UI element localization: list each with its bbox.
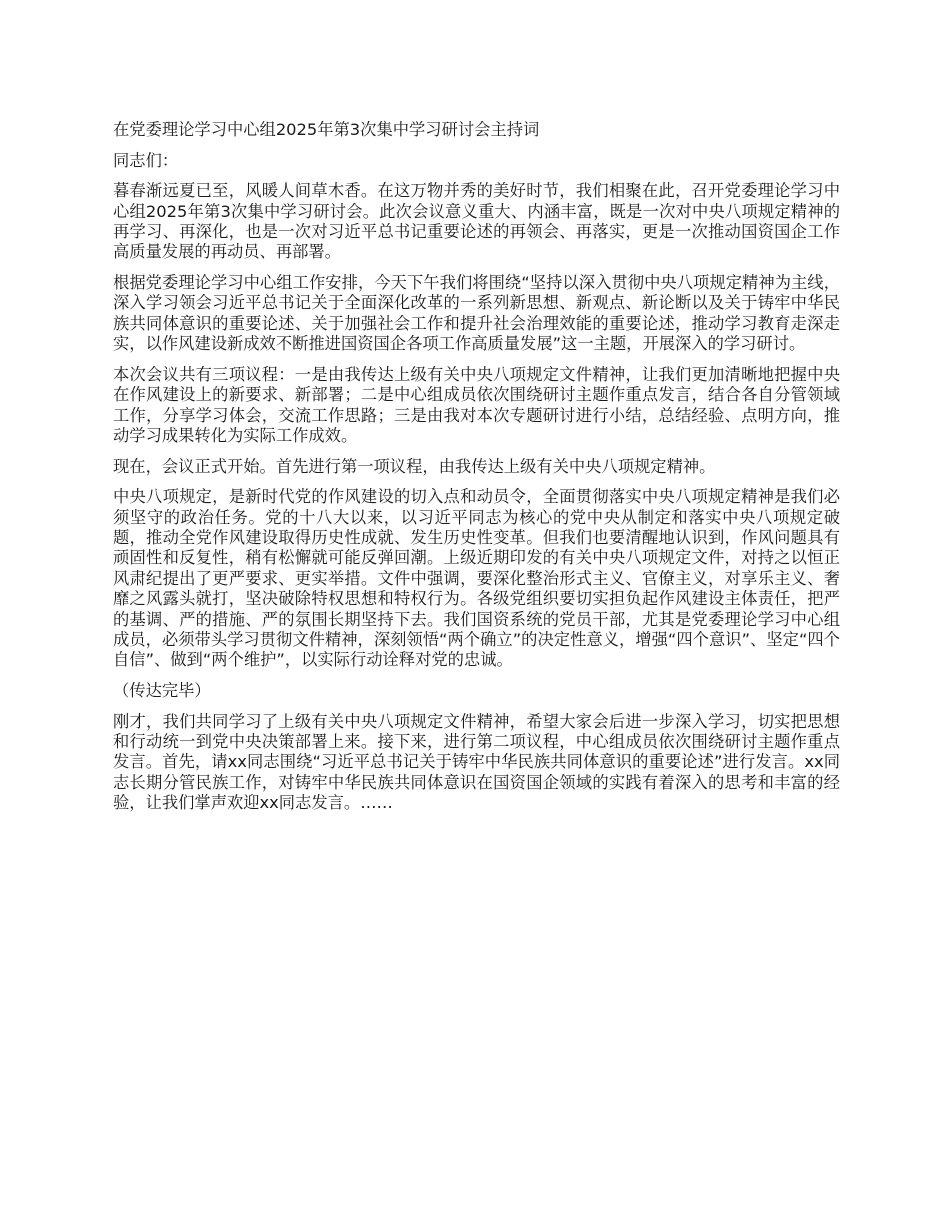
paragraph-theme: 根据党委理论学习中心组工作安排，今天下午我们将围绕“坚持以深入贯彻中央八项规定精神为主线，深入学习领会习近平总书记关于全面深化改革的一系列新思想、新观点、新论断以及关于铸牢中华民族共同体意识的重要论述、关于加强社会工作和提升社会治理效能的重要论述，推动学习教育走深走实，以作风建设新成效不断推进国资国企各项工作高质量发展”这一主题，开展深入的学习研讨。 <box>113 273 840 354</box>
paragraph-second-agenda: 刚才，我们共同学习了上级有关中央八项规定文件精神，希望大家会后进一步深入学习，切实把思想和行动统一到党中央决策部署上来。接下来，进行第二项议程，中心组成员依次围绕研讨主题作重点发言。首先，请xx同志围绕“习近平总书记关于铸牢中华民族共同体意识的重要论述”进行发言。xx同志长期分管民族工作，对铸牢中华民族共同体意识在国资国企领域的实践有着深入的思考和丰富的经验，让我们掌声欢迎xx同志发言。…… <box>113 711 840 813</box>
salutation: 同志们： <box>113 150 179 170</box>
paragraph-eight-rules: 中央八项规定，是新时代党的作风建设的切入点和动员令，全面贯彻落实中央八项规定精神是我们必须坚守的政治任务。党的十八大以来，以习近平同志为核心的党中央从制定和落实中央八项规定破题，推动全党作风建设取得历史性成就、发生历史性变革。但我们也要清醒地认识到，作风问题具有顽固性和反复性，稍有松懈就可能反弹回潮。上级近期印发的有关中央八项规定文件，对持之以恒正风肃纪提出了更严要求、更实举措。文件中强调，要深化整治形式主义、官僚主义，对享乐主义、奢靡之风露头就打，坚决破除特权思想和特权行为。各级党组织要切实担负起作风建设主体责任，把严的基调、严的措施、严的氛围长期坚持下去。我们国资系统的党员干部，尤其是党委理论学习中心组成员，必须带头学习贯彻文件精神，深刻领悟“两个确立”的决定性意义，增强“四个意识”、坚定“四个自信”、做到“两个维护”，以实际行动诠释对党的忠诚。 <box>113 487 840 670</box>
paragraph-start: 现在，会议正式开始。首先进行第一项议程，由我传达上级有关中央八项规定精神。 <box>113 456 716 476</box>
paragraph-agenda: 本次会议共有三项议程：一是由我传达上级有关中央八项规定文件精神，让我们更加清晰地把握中央在作风建设上的新要求、新部署；二是中心组成员依次围绕研讨主题作重点发言，结合各自分管领域工作，分享学习体会，交流工作思路；三是由我对本次专题研讨进行小结，总结经验、点明方向，推动学习成果转化为实际工作成效。 <box>113 364 840 446</box>
document-page <box>113 120 840 824</box>
paragraph-note: （传达完毕） <box>113 681 211 701</box>
paragraph-opening: 暮春渐远夏已至，风暖人间草木香。在这万物并秀的美好时节，我们相聚在此，召开党委理论学习中心组2025年第3次集中学习研讨会。此次会议意义重大、内涵丰富，既是一次对中央八项规定精神的再学习、再深化，也是一次对习近平总书记重要论述的再领会、再落实，更是一次推动国资国企工作高质量发展的再动员、再部署。 <box>113 181 840 262</box>
document-title: 在党委理论学习中心组2025年第3次集中学习研讨会主持词 <box>113 120 540 139</box>
